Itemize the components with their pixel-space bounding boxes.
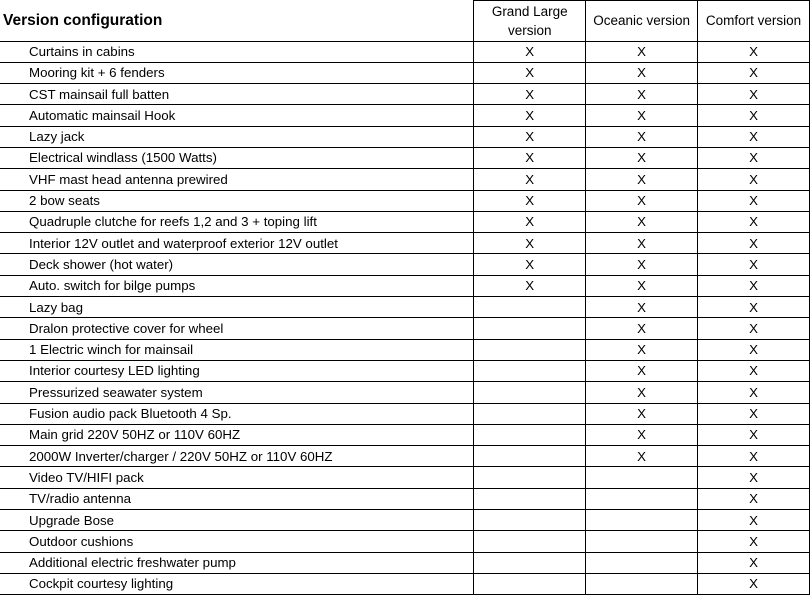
feature-label: Additional electric freshwater pump [0,552,474,573]
availability-cell: X [698,339,810,360]
feature-label: Mooring kit + 6 fenders [0,62,474,83]
availability-cell: X [586,105,698,126]
availability-cell: X [474,84,586,105]
feature-label: Upgrade Bose [0,510,474,531]
availability-cell [474,424,586,445]
feature-label: Auto. switch for bilge pumps [0,275,474,296]
table-row [0,488,810,509]
availability-cell: X [698,403,810,424]
availability-cell [586,488,698,509]
availability-cell: X [698,169,810,190]
availability-cell: X [698,233,810,254]
feature-label: CST mainsail full batten [0,84,474,105]
feature-label: Curtains in cabins [0,41,474,62]
availability-cell: X [586,275,698,296]
availability-cell: X [698,424,810,445]
feature-label: Lazy jack [0,126,474,147]
table-row [0,382,810,403]
availability-cell: X [474,190,586,211]
feature-label: Electrical windlass (1500 Watts) [0,147,474,168]
column-header-grand-large: Grand Large version [474,1,586,42]
availability-cell [474,403,586,424]
table-row [0,211,810,232]
availability-cell: X [698,531,810,552]
table-row [0,169,810,190]
availability-cell: X [474,233,586,254]
availability-cell: X [586,403,698,424]
availability-cell [474,467,586,488]
table-row [0,360,810,381]
table-row [0,339,810,360]
table-row [0,318,810,339]
availability-cell: X [474,254,586,275]
feature-label: VHF mast head antenna prewired [0,169,474,190]
availability-cell: X [474,126,586,147]
availability-cell: X [474,147,586,168]
feature-label: 2000W Inverter/charger / 220V 50HZ or 110V 60HZ [0,446,474,467]
feature-label: Main grid 220V 50HZ or 110V 60HZ [0,424,474,445]
feature-label: 2 bow seats [0,190,474,211]
availability-cell [586,510,698,531]
feature-label: Cockpit courtesy lighting [0,573,474,594]
table-row [0,573,810,594]
table-row [0,446,810,467]
feature-label: TV/radio antenna [0,488,474,509]
feature-label: Lazy bag [0,297,474,318]
availability-cell: X [698,126,810,147]
availability-cell: X [698,382,810,403]
availability-cell: X [698,190,810,211]
availability-cell [474,360,586,381]
table-row [0,233,810,254]
table-row [0,275,810,296]
table-row [0,403,810,424]
availability-cell: X [698,105,810,126]
feature-label: Fusion audio pack Bluetooth 4 Sp. [0,403,474,424]
availability-cell [474,339,586,360]
feature-label: Pressurized seawater system [0,382,474,403]
availability-cell: X [698,62,810,83]
availability-cell: X [586,84,698,105]
availability-cell: X [698,297,810,318]
feature-label: Dralon protective cover for wheel [0,318,474,339]
availability-cell: X [698,488,810,509]
table-body [0,41,810,595]
feature-label: Quadruple clutche for reefs 1,2 and 3 + toping lift [0,211,474,232]
table-title: Version configuration [0,1,474,42]
availability-cell: X [586,297,698,318]
availability-cell: X [474,211,586,232]
availability-cell: X [586,147,698,168]
availability-cell: X [586,233,698,254]
availability-cell: X [698,254,810,275]
availability-cell [474,297,586,318]
availability-cell [586,552,698,573]
feature-label: Automatic mainsail Hook [0,105,474,126]
availability-cell: X [474,41,586,62]
table-row [0,105,810,126]
table-row [0,126,810,147]
availability-cell: X [586,424,698,445]
availability-cell: X [586,190,698,211]
table-row [0,424,810,445]
availability-cell: X [586,339,698,360]
table-row [0,531,810,552]
header-row [0,1,810,42]
availability-cell: X [698,360,810,381]
availability-cell: X [698,41,810,62]
availability-cell: X [586,169,698,190]
table-row [0,254,810,275]
table-row [0,84,810,105]
availability-cell: X [586,126,698,147]
feature-label: Video TV/HIFI pack [0,467,474,488]
table-row [0,62,810,83]
feature-label: Outdoor cushions [0,531,474,552]
availability-cell [474,382,586,403]
table-row [0,147,810,168]
column-header-comfort: Comfort version [698,1,810,42]
availability-cell [586,467,698,488]
column-header-oceanic: Oceanic version [586,1,698,42]
availability-cell: X [698,275,810,296]
table-row [0,552,810,573]
table-row [0,190,810,211]
table-row [0,467,810,488]
availability-cell [474,510,586,531]
availability-cell: X [586,382,698,403]
availability-cell: X [698,573,810,594]
availability-cell [474,573,586,594]
availability-cell: X [586,62,698,83]
availability-cell [586,573,698,594]
availability-cell: X [698,147,810,168]
availability-cell: X [586,254,698,275]
availability-cell: X [698,211,810,232]
availability-cell: X [586,360,698,381]
availability-cell [474,318,586,339]
availability-cell: X [698,552,810,573]
availability-cell: X [698,84,810,105]
availability-cell: X [698,510,810,531]
availability-cell: X [586,211,698,232]
feature-label: Interior 12V outlet and waterproof exterior 12V outlet [0,233,474,254]
availability-cell [474,446,586,467]
table-row [0,41,810,62]
availability-cell: X [586,446,698,467]
feature-label: 1 Electric winch for mainsail [0,339,474,360]
availability-cell: X [698,467,810,488]
table-row [0,297,810,318]
availability-cell [474,488,586,509]
availability-cell: X [698,446,810,467]
availability-cell: X [586,318,698,339]
availability-cell: X [698,318,810,339]
availability-cell: X [474,62,586,83]
availability-cell: X [474,169,586,190]
availability-cell: X [586,41,698,62]
availability-cell: X [474,275,586,296]
availability-cell [474,531,586,552]
feature-label: Interior courtesy LED lighting [0,360,474,381]
table-row [0,510,810,531]
availability-cell: X [474,105,586,126]
availability-cell [586,531,698,552]
availability-cell [474,552,586,573]
feature-label: Deck shower (hot water) [0,254,474,275]
